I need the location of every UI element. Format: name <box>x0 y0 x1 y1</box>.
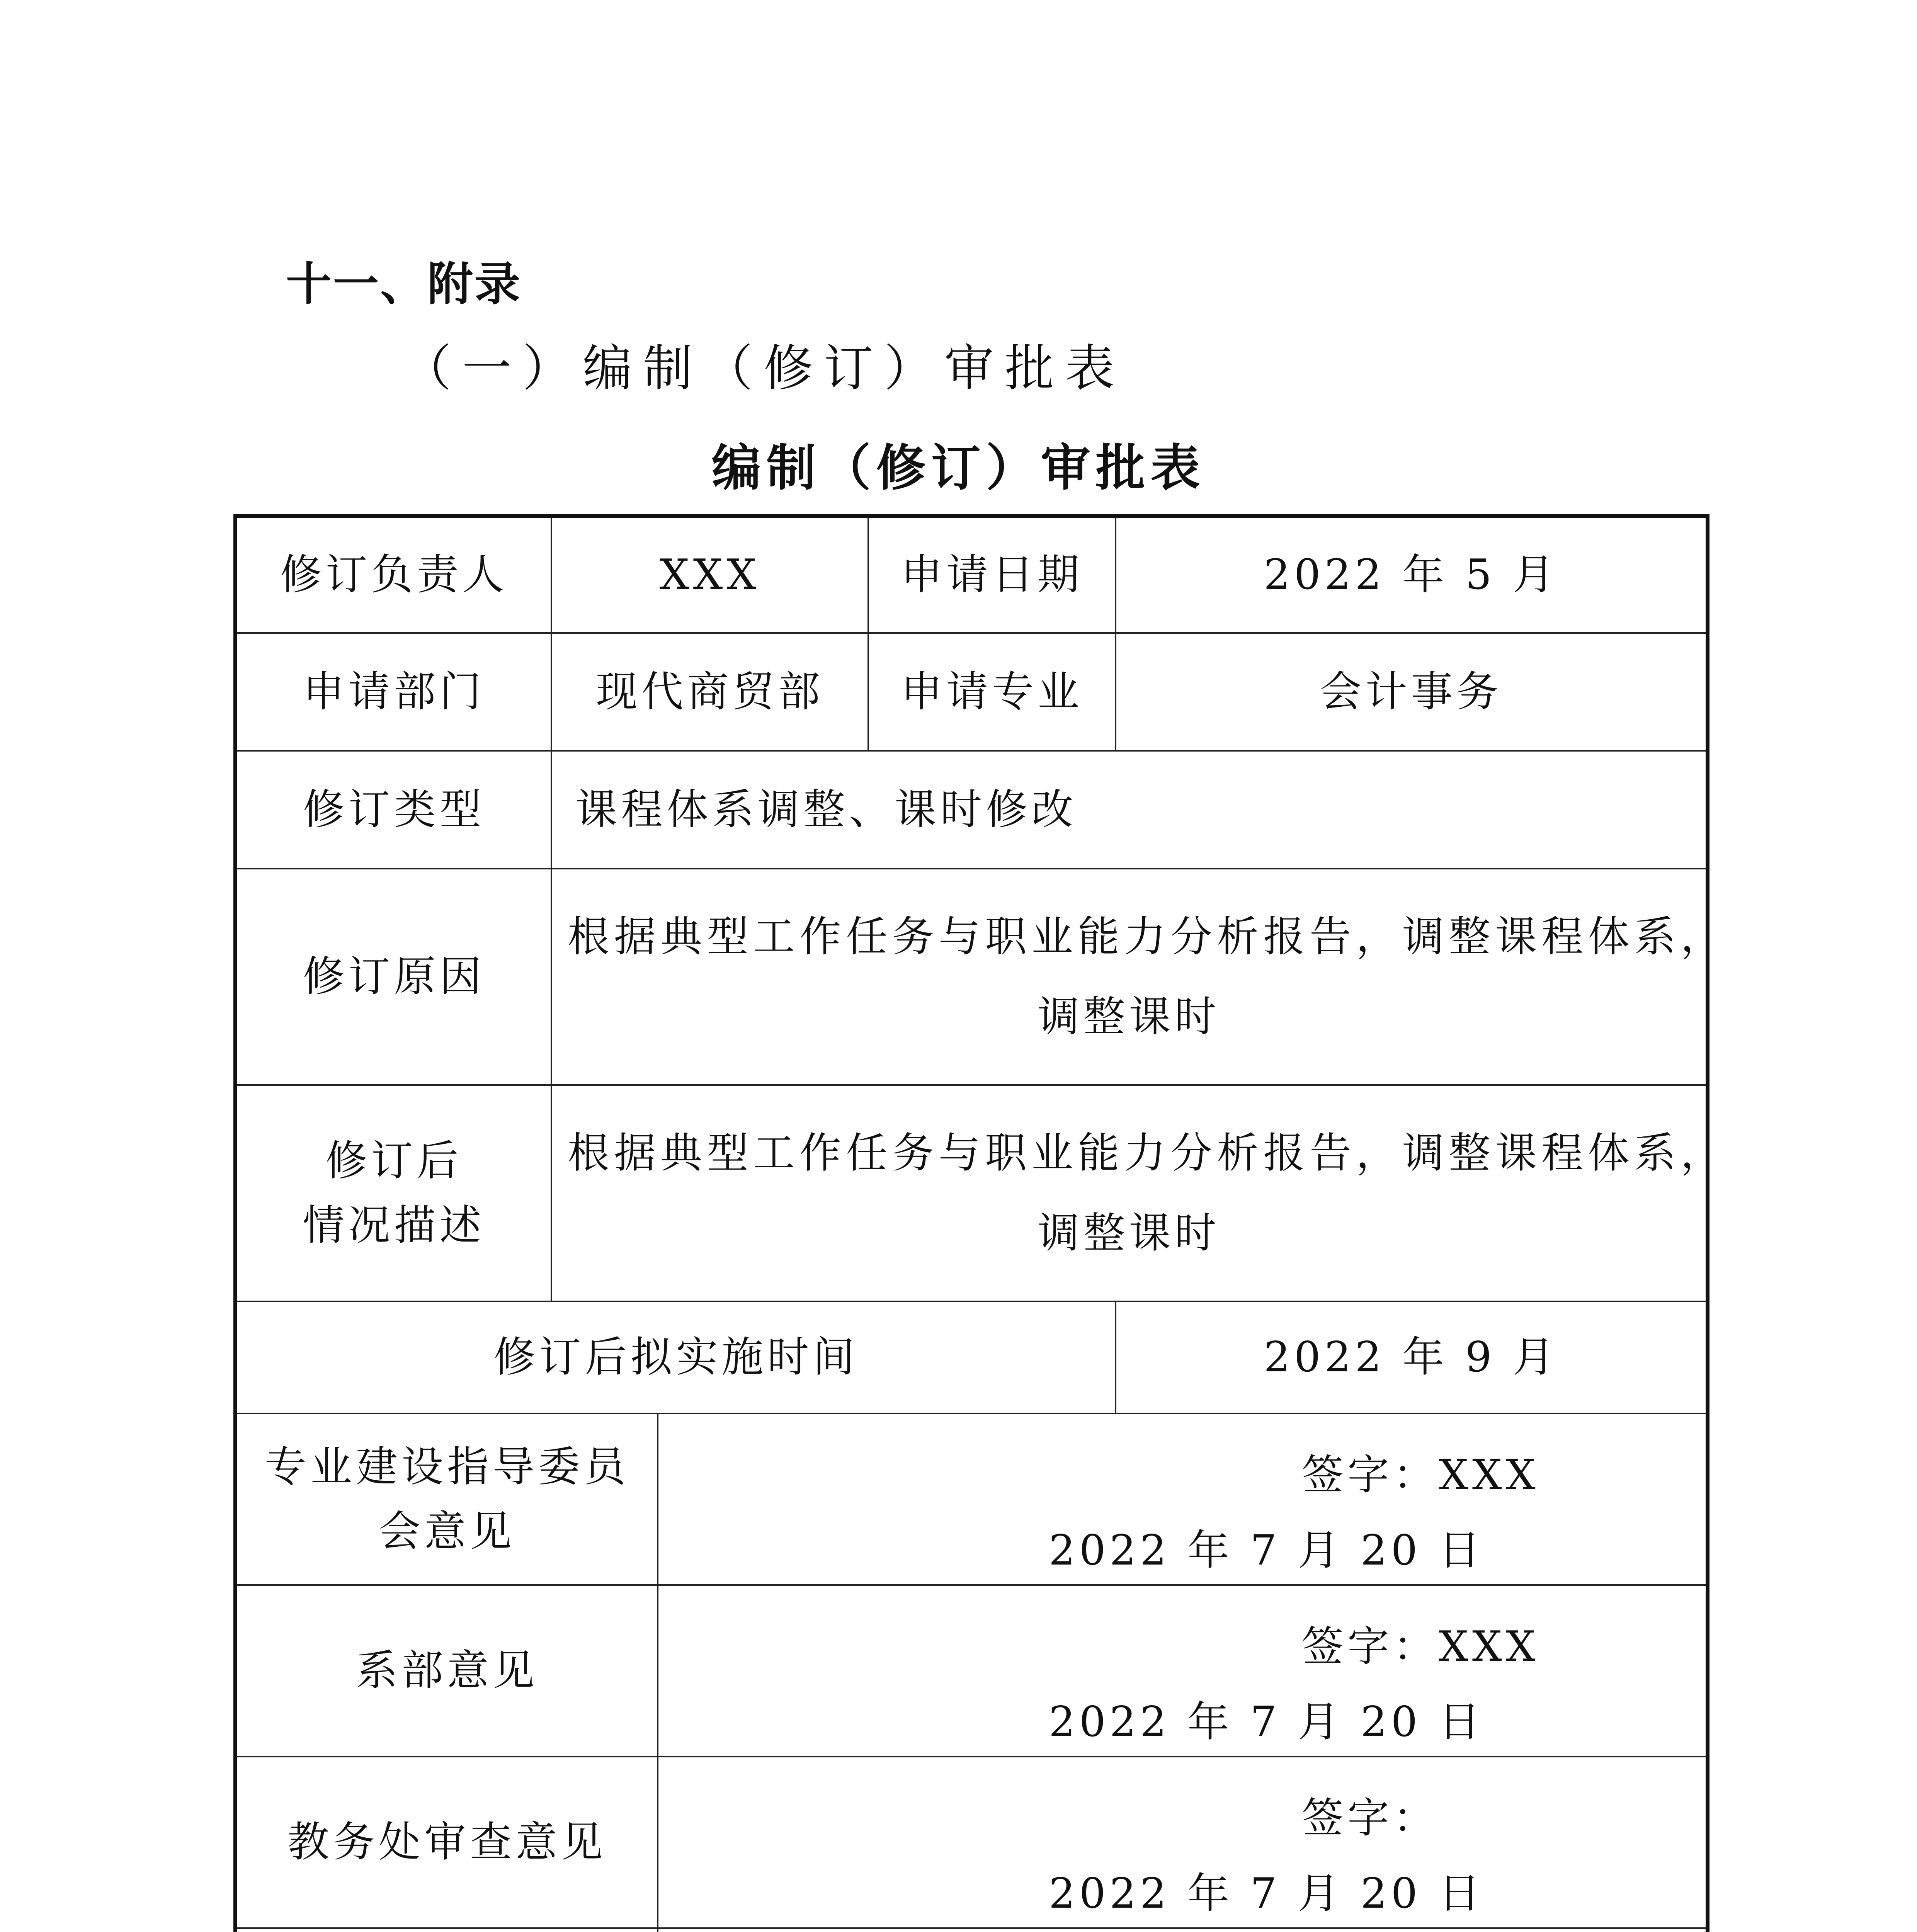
after-desc-label <box>237 1086 552 1302</box>
signature-committee: 签字：XXX <box>1302 1451 1539 1499</box>
sub-title: （一）编制（修订）审批表 <box>402 340 1126 397</box>
revision-reason-line1: 根据典型工作任务与职业能力分析报告，调整课程体系， <box>568 912 1727 961</box>
date-department: 2022 年 7 月 20 日 <box>1049 1698 1484 1746</box>
table-title: 编制（修订）审批表 <box>711 439 1206 497</box>
approval-label-academic: 教务处审查意见 <box>237 1757 658 1929</box>
after-desc-line2: 调整课时 <box>1038 1209 1220 1257</box>
signature-department: 签字：XXX <box>1302 1622 1539 1671</box>
implement-time-label: 修订后拟实施时间 <box>237 1302 1116 1414</box>
approval-label-committee <box>237 1414 658 1586</box>
apply-date-value: 2022 年 5 月 <box>1116 518 1706 634</box>
revision-reason-line2: 调整课时 <box>1038 993 1220 1041</box>
date-academic: 2022 年 7 月 20 日 <box>1049 1869 1484 1918</box>
revision-type-label: 修订类型 <box>237 752 552 869</box>
revision-reason-label: 修订原因 <box>237 869 552 1086</box>
apply-date-label: 申请日期 <box>869 518 1116 634</box>
revision-reason-value <box>552 869 1727 1086</box>
approval-sign-academic <box>658 1757 1706 1929</box>
implement-time-value: 2022 年 9 月 <box>1116 1302 1706 1414</box>
approval-label-committee-line2: 会意见 <box>378 1507 515 1556</box>
reviser-value: XXX <box>552 518 869 634</box>
major-label: 申请专业 <box>869 634 1116 752</box>
after-desc-label-line2: 情况描述 <box>303 1201 485 1250</box>
revision-type-value: 课程体系调整、课时修改 <box>552 752 1706 869</box>
approval-sign-department <box>658 1586 1706 1757</box>
department-value: 现代商贸部 <box>552 634 869 752</box>
approval-sign-leader <box>658 1929 1706 1932</box>
signature-academic: 签字： <box>1302 1794 1439 1842</box>
after-desc-value <box>552 1086 1727 1302</box>
section-title: 十一、附录 <box>286 257 522 311</box>
approval-table <box>233 514 1727 1932</box>
date-committee: 2022 年 7 月 20 日 <box>1049 1526 1484 1575</box>
approval-label-committee-line1: 专业建设指导委员 <box>264 1442 629 1491</box>
department-label: 申请部门 <box>237 634 552 752</box>
approval-label-department: 系部意见 <box>237 1586 658 1757</box>
major-value: 会计事务 <box>1116 634 1706 752</box>
after-desc-label-line1: 修订后 <box>325 1136 463 1185</box>
approval-label-leader <box>237 1929 658 1932</box>
after-desc-line1: 根据典型工作任务与职业能力分析报告，调整课程体系， <box>568 1129 1727 1177</box>
approval-sign-committee <box>658 1414 1706 1586</box>
reviser-label: 修订负责人 <box>237 518 552 634</box>
